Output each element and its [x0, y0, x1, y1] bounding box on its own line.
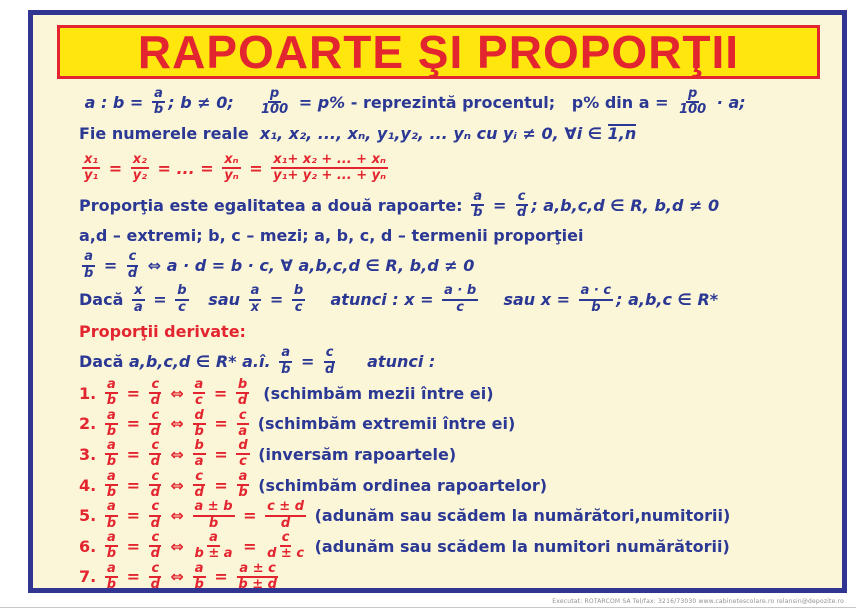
numerator: a [105, 562, 118, 578]
numerator: a [279, 346, 292, 362]
denominator: b [473, 205, 483, 220]
math-run: = [121, 383, 146, 403]
fraction [126, 250, 139, 281]
denominator: 100 [261, 102, 289, 117]
numerator: a [193, 378, 206, 394]
numerator: x₁ [82, 153, 100, 169]
fraction [236, 378, 249, 409]
formula-line [33, 221, 842, 249]
math-run: = p% [293, 92, 351, 112]
text-run: Fie numerele reale [79, 123, 260, 143]
math-run: = [487, 195, 512, 215]
numerator: a · c [579, 284, 613, 300]
numerator: a ± c [237, 562, 277, 578]
math-run: = [121, 536, 146, 556]
denominator: d ± c [267, 546, 305, 562]
fraction [323, 346, 336, 377]
fraction [193, 378, 206, 409]
fraction [149, 500, 162, 531]
text-run: - reprezintă procentul; p% din a = [350, 92, 675, 112]
numerator: c [324, 346, 336, 362]
text-run: a,d – extremi; b, c – mezi; a, b, c, d – termenii proporţiei [79, 225, 584, 245]
denominator: d [280, 515, 291, 531]
numerator: a [152, 87, 165, 103]
denominator: b ± d [238, 576, 277, 592]
numerator: d [193, 409, 206, 425]
denominator: d [237, 393, 248, 409]
math-run: = [264, 290, 289, 309]
fraction [105, 562, 118, 593]
denominator: c [195, 393, 203, 409]
math-run: a : b = [79, 92, 149, 112]
numerator: c [149, 378, 161, 394]
text-run: Proporţii derivate: [79, 321, 246, 341]
fraction [292, 284, 305, 315]
denominator: d [150, 423, 160, 439]
denominator: d [194, 485, 204, 501]
fraction [105, 500, 118, 531]
math-run: ⇔ [164, 383, 190, 403]
denominator: y₁+ y₂ + ... + yₙ [273, 168, 387, 183]
math-run: = [237, 536, 263, 556]
numerator: a [207, 531, 220, 547]
numerator: a [105, 409, 118, 425]
text-run: 7. [79, 567, 102, 587]
fraction [515, 190, 528, 221]
numerator: a [105, 439, 118, 455]
math-run: = ... = [151, 158, 220, 178]
denominator: d [150, 546, 160, 562]
numerator: a · b [442, 284, 478, 300]
fraction [236, 439, 249, 470]
math-run: = [121, 475, 146, 495]
math-run: sau x = [481, 290, 576, 309]
text-run: (schimbăm extremii între ei) [252, 414, 516, 434]
numerator: c [149, 470, 161, 486]
denominator: d [517, 205, 527, 220]
formula-line [33, 439, 842, 470]
denominator: c [239, 454, 247, 470]
title-banner [57, 25, 820, 79]
fraction [236, 562, 279, 593]
denominator: d [150, 454, 160, 470]
formula-line [33, 531, 842, 562]
formula-line [33, 119, 842, 147]
math-run: ⇔ [164, 536, 190, 556]
text-run: (schimbăm mezii între ei) [252, 383, 494, 403]
denominator: c [456, 299, 464, 315]
denominator: b [153, 102, 164, 117]
formula-line [33, 500, 842, 531]
fraction [131, 153, 149, 184]
numerator: b [175, 284, 188, 300]
fraction [249, 284, 262, 315]
formula-line [33, 249, 842, 282]
formula-line [33, 317, 842, 345]
text-run: 2. [79, 414, 102, 434]
poster-frame [28, 10, 847, 593]
numerator: a ± b [193, 500, 235, 516]
math-run: = [103, 158, 128, 178]
math-run: = [147, 290, 173, 309]
numerator: x₂ [131, 153, 149, 169]
formula-line [33, 85, 842, 119]
math-run: = [121, 444, 146, 464]
math-run: = [208, 383, 233, 403]
numerator: p [268, 87, 281, 103]
fraction [279, 346, 292, 377]
fraction [259, 87, 290, 118]
numerator: x [132, 284, 144, 300]
numerator: a [237, 470, 250, 486]
math-run: = [237, 506, 263, 526]
denominator: b [106, 485, 117, 501]
fraction [236, 470, 249, 501]
numerator: c [193, 470, 205, 486]
math-run: = [208, 475, 234, 495]
math-run: = [121, 506, 146, 526]
formula-line [33, 378, 842, 409]
denominator: y₂ [132, 168, 147, 183]
denominator: x [250, 299, 260, 315]
denominator: a [133, 299, 143, 315]
fraction [193, 500, 235, 531]
numerator: c [149, 531, 161, 547]
numerator: a [105, 531, 118, 547]
fraction [149, 562, 162, 593]
math-run: sau [191, 290, 246, 309]
fraction [175, 284, 188, 315]
denominator: y₁ [84, 168, 99, 183]
denominator: b [106, 546, 117, 562]
numerator: c ± d [265, 500, 306, 516]
page-title: RAPOARTE ŞI PROPORŢII [137, 26, 740, 78]
math-run: · a; [711, 92, 746, 112]
numerator: a [105, 378, 118, 394]
denominator: b [208, 515, 219, 531]
text-run: (schimbăm ordinea rapoartelor) [252, 475, 548, 495]
fraction [442, 284, 478, 315]
numerator: a [105, 470, 118, 486]
footer-credit: Executat: ROTARCOM SA Tel/fax: 3216/73030 www.cabinetescolare.ro relansin@depozite.ro [552, 598, 844, 605]
fraction [105, 409, 118, 440]
fraction [236, 409, 249, 440]
math-run: ; a,b,c,d ∈ R, b,d ≠ 0 [531, 195, 720, 215]
fraction [271, 153, 388, 184]
text-run: 6. [79, 536, 102, 556]
fraction [82, 250, 95, 281]
denominator: a [238, 423, 248, 439]
math-run: a,b,c,d ∈ R* a.î. [128, 352, 277, 371]
numerator: b [292, 284, 305, 300]
denominator: a [194, 454, 204, 470]
denominator: b [194, 423, 204, 439]
formula-line [33, 282, 842, 317]
fraction [82, 153, 100, 184]
fraction [677, 87, 708, 118]
fraction [193, 470, 206, 501]
fraction [265, 531, 306, 562]
math-run: = [208, 567, 234, 587]
math-run: x₁, x₂, ..., xₙ, y₁,y₂, ... yₙ cu yᵢ ≠ 0, ∀i ∈ [259, 123, 608, 143]
fraction [149, 531, 162, 562]
denominator: d [127, 265, 138, 281]
math-run: = [295, 352, 320, 371]
fraction [149, 439, 162, 470]
text-run: Dacă [79, 352, 129, 371]
numerator: a [105, 500, 118, 516]
fraction [193, 531, 235, 562]
numerator: c [127, 250, 139, 266]
text-run: (inversăm rapoartele) [252, 444, 457, 464]
fraction [471, 190, 484, 221]
numerator: c [280, 531, 292, 547]
fraction [149, 470, 162, 501]
denominator: b [106, 423, 117, 439]
denominator: b [591, 299, 601, 315]
denominator: d [150, 485, 160, 501]
denominator: b [106, 454, 117, 470]
numerator: c [149, 409, 161, 425]
text-run: 5. [79, 506, 102, 526]
fraction [105, 378, 118, 409]
text-run: (adunăm sau scădem la numitori numărătorii) [309, 536, 730, 556]
overline-interval: 1,n [607, 123, 637, 143]
denominator: b ± a [194, 546, 233, 562]
fraction [149, 378, 162, 409]
text-run: 1. [79, 383, 102, 403]
denominator: b [238, 485, 248, 501]
numerator: a [82, 250, 95, 266]
text-run: (adunăm sau scădem la numărători,numitorii) [309, 506, 731, 526]
denominator: b [84, 265, 94, 281]
formula-line [33, 470, 842, 501]
numerator: a [471, 190, 484, 206]
math-run: = [208, 444, 234, 464]
math-run: atunci : x = [308, 290, 440, 309]
math-run: ⇔ a · d = b · c, ∀ a,b,c,d ∈ R, b,d ≠ 0 [142, 256, 475, 275]
content-lines [33, 85, 842, 592]
formula-line [33, 409, 842, 440]
formula-line [33, 345, 842, 378]
numerator: b [236, 378, 249, 394]
text-run: 4. [79, 475, 102, 495]
math-run: = [243, 158, 269, 178]
formula-line [33, 147, 842, 189]
math-run: atunci : [339, 352, 436, 371]
math-run: = [121, 567, 146, 587]
fraction [222, 153, 240, 184]
text-run: Dacă [79, 290, 129, 309]
denominator: b [106, 515, 117, 531]
denominator: b [106, 576, 117, 592]
math-run: = [208, 414, 234, 434]
denominator: b [106, 393, 117, 409]
denominator: b [194, 576, 204, 592]
denominator: c [294, 299, 303, 315]
numerator: a [193, 562, 206, 578]
denominator: d [150, 576, 160, 592]
numerator: b [193, 439, 206, 455]
math-run: = [98, 256, 123, 275]
fraction [132, 284, 145, 315]
fraction [152, 87, 165, 118]
numerator: a [249, 284, 262, 300]
math-run: ; a,b,c ∈ R* [616, 290, 719, 309]
math-run: = [121, 414, 146, 434]
math-run: ⇔ [164, 444, 190, 464]
numerator: c [237, 409, 249, 425]
fraction [105, 531, 118, 562]
fraction [193, 409, 206, 440]
formula-line [33, 189, 842, 221]
math-run: ⇔ [164, 567, 190, 587]
fraction [579, 284, 613, 315]
denominator: yₙ [224, 168, 239, 183]
text-run: 3. [79, 444, 102, 464]
fraction [193, 562, 206, 593]
fraction [105, 439, 118, 470]
numerator: x₁+ x₂ + ... + xₙ [271, 153, 388, 169]
fraction [193, 439, 206, 470]
numerator: c [149, 439, 161, 455]
denominator: d [324, 361, 335, 377]
numerator: c [149, 500, 161, 516]
denominator: d [150, 393, 160, 409]
denominator: d [150, 515, 160, 531]
denominator: b [281, 361, 291, 377]
denominator: 100 [679, 102, 707, 117]
fraction [105, 470, 118, 501]
numerator: c [516, 190, 528, 206]
fraction [265, 500, 306, 531]
numerator: d [236, 439, 249, 455]
math-run: ⇔ [164, 475, 190, 495]
numerator: xₙ [222, 153, 240, 169]
formula-line [33, 562, 842, 593]
numerator: p [686, 87, 699, 103]
math-run: ⇔ [164, 414, 190, 434]
math-run: ⇔ [164, 506, 190, 526]
numerator: c [149, 562, 161, 578]
math-run: ; b ≠ 0; [168, 92, 256, 112]
text-run: Proporţia este egalitatea a două rapoarte: [79, 195, 469, 215]
denominator: c [178, 299, 186, 315]
fraction [149, 409, 162, 440]
